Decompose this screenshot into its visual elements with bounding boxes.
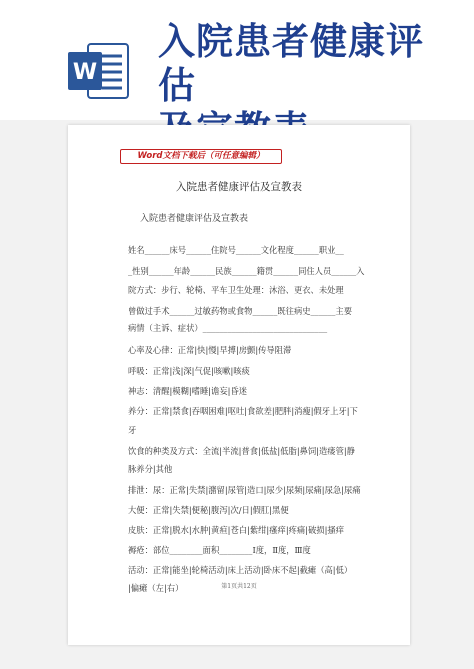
form-line: 皮肤：正常|脱水|水肿|黄疸|苍白|紫绀|瘙痒|疼痛|破损|搔痒 [128,525,344,535]
banner-title-line1: 入院患者健康评估 [158,20,424,107]
page-counter: 第1页共12页 [221,583,257,590]
word-logo-letter: W [72,60,98,85]
form-line: |偏瘫（左|右） [128,583,184,593]
form-line: 饮食的种类及方式：全流|半流|普食|低盐|低脂|鼻饲|造瘘管|静 [128,446,355,456]
document-title: 入院患者健康评估及宣教表 [176,181,302,193]
form-line: 褥疮：部位________面积________Ⅰ度，Ⅱ度，Ⅲ度 [128,545,311,555]
form-line: _性别______年龄______民族______籍贯______同住人员______入 [128,266,365,276]
form-line: 脉养分|其他 [128,464,173,474]
form-line: 牙 [128,425,137,435]
form-line: 姓名______床号______住院号______文化程度______职业__ [128,245,344,255]
form-line: 排泄：尿：正常|失禁|潴留|尿管|造口|尿少|尿频|尿痛|尿急|尿痛 [128,485,361,495]
form-line: 大便：正常|失禁|便秘|腹泻|次/日|假肛|黑便 [128,505,289,515]
form-line: 神志：清醒|模糊|嗜睡|谵妄|昏迷 [128,386,248,396]
form-line: 曾做过手术______过敏药物或食物______既往病史______主要 [128,306,353,316]
form-line: 呼吸：正常|浅|深|气促|咳嗽|咳痰 [128,366,250,376]
document-page [68,125,410,645]
download-stamp: Word文档下载后（可任意编辑） [120,149,282,164]
form-line: 心率及心律：正常|快|慢|早搏|房颤|传导阻滞 [128,345,292,355]
banner [0,0,474,120]
form-line: 病情（主诉、症状）______________________________ [128,323,328,333]
form-line: 院方式：步行、轮椅、平车卫生处理：沐浴、更衣、未处理 [128,285,344,295]
document-subtitle: 入院患者健康评估及宣教表 [140,214,249,224]
word-logo-icon [66,38,132,104]
form-line: 养分：正常|禁食|吞咽困难|呕吐|食欲差|肥胖|消瘦|假牙上牙|下 [128,406,358,416]
form-line: 活动：正常|能坐|轮椅活动|床上活动|卧床不起|截瘫（高|低） [128,565,353,575]
